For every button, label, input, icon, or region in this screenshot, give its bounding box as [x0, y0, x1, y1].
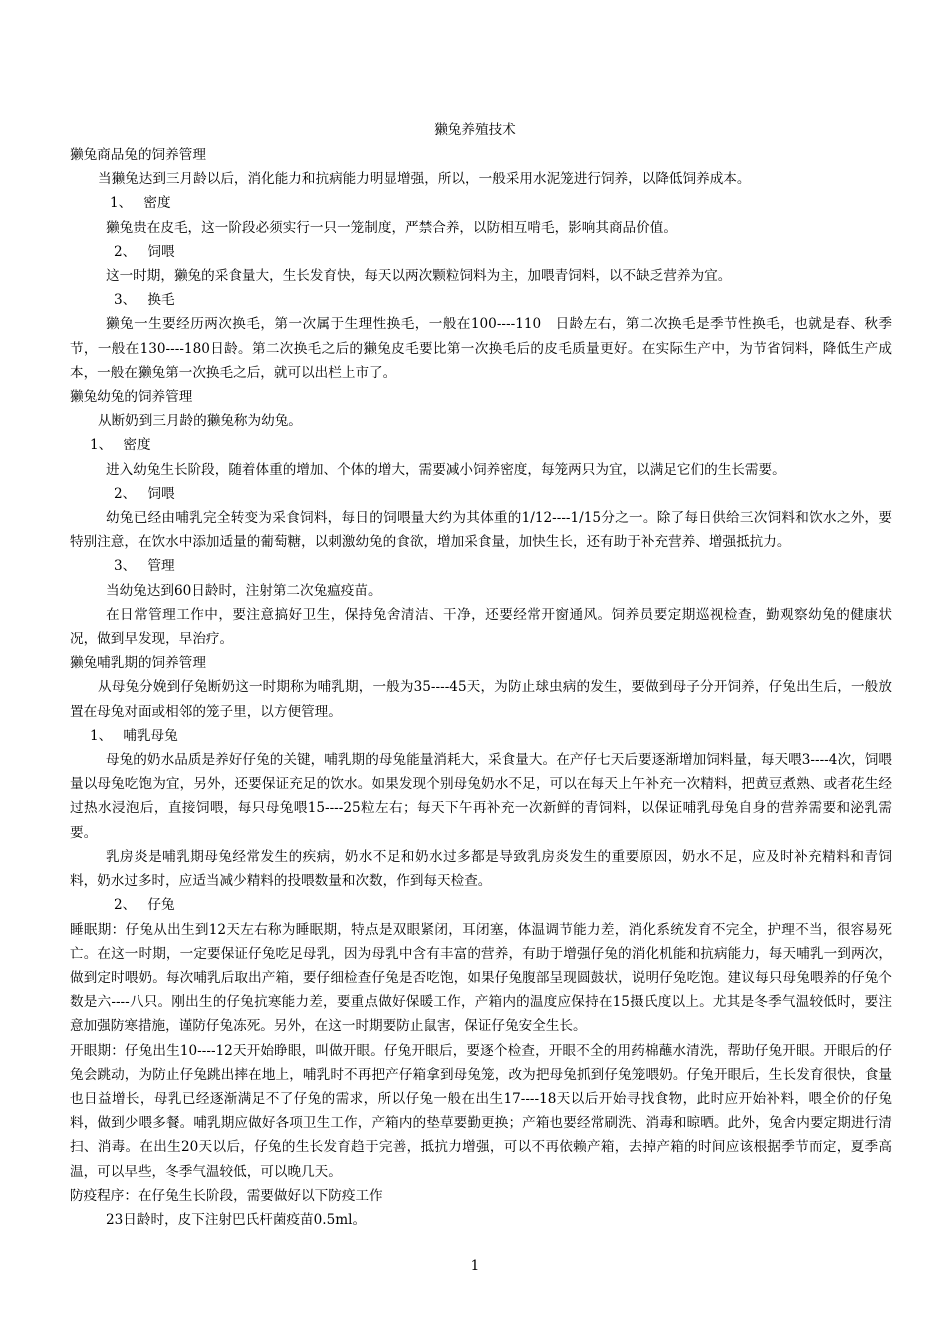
paragraph: 当幼兔达到60日龄时，注射第二次兔瘟疫苗。 [106, 582, 382, 599]
paragraph: 母兔的奶水品质是养好仔兔的关键，哺乳期的母兔能量消耗大，采食量大。在产仔七天后要逐渐增加饲料量，每天喂3----4次，饲喂量以母兔吃饱为宜，另外，还要保证充足的饮水。如果发现个别母兔奶水不足，可以在每天上午补充一次精料，把黄豆煮熟、或者花生经过热水浸泡后，直接饲喂，每只母兔喂15----25粒左右；每天下午再补充一次新鲜的青饲料，以保证哺乳母兔自身的营养需要和泌乳需要。 [70, 752, 892, 841]
item-label: 3、 换毛 [114, 292, 175, 309]
paragraph: 乳房炎是哺乳期母兔经常发生的疾病，奶水不足和奶水过多都是导致乳房炎发生的重要原因，奶水不足，应及时补充精料和青饲料，奶水过多时，应适当减少精料的投喂数量和次数，作到每天检查。 [70, 848, 892, 890]
item-label: 1、 密度 [110, 195, 171, 212]
item-label: 2、 饲喂 [114, 485, 175, 502]
item-label: 2、 仔兔 [114, 897, 175, 914]
paragraph: 防疫程序：在仔兔生长阶段，需要做好以下防疫工作 [70, 1187, 383, 1204]
section-heading: 獭兔商品兔的饲养管理 [70, 147, 206, 163]
paragraph: 这一时期，獭兔的采食量大，生长发育快，每天以两次颗粒饲料为主，加喂青饲料，以不缺乏营养为宜。 [106, 268, 732, 285]
section-intro: 从断奶到三月龄的獭兔称为幼兔。 [98, 413, 302, 430]
item-label: 1、 哺乳母兔 [90, 727, 178, 744]
paragraph: 在日常管理工作中，要注意搞好卫生，保持兔舍清洁、干净，还要经常开窗通风。饲养员要定期巡视检查，勤观察幼兔的健康状况，做到早发现，早治疗。 [70, 606, 892, 648]
document-body [70, 143, 892, 1232]
paragraph: 睡眠期：仔兔从出生到12天左右称为睡眠期，特点是双眼紧闭，耳闭塞，体温调节能力差，消化系统发育不完全，护理不当，很容易死亡。在这一时期，一定要保证仔兔吃足母乳，因为母乳中含有丰富的营养，有助于增强仔兔的消化机能和抗病能力，每天哺乳一到两次，做到定时喂奶。每次哺乳后取出产箱，要仔细检查仔兔是否吃饱，如果仔兔腹部呈现圆鼓状，说明仔兔吃饱。建议每只母兔喂养的仔兔个数是六----八只。刚出生的仔兔抗寒能力差，要重点做好保暖工作，产箱内的温度应保持在15摄氏度以上。尤其是冬季气温较低时，要注意加强防寒措施，谨防仔兔冻死。另外，在这一时期要防止鼠害，保证仔兔安全生长。 [70, 921, 892, 1035]
paragraph: 獭兔一生要经历两次换毛，第一次属于生理性换毛，一般在100----110 日龄左右，第二次换毛是季节性换毛，也就是春、秋季节，一般在130----180日龄。第二次换毛之后的獭兔皮毛要比第一次换毛后的皮毛质量更好。在实际生产中，为节省饲料，降低生产成本，一般在獭兔第一次换毛之后，就可以出栏上市了。 [70, 316, 892, 381]
page-number: 1 [470, 1258, 480, 1274]
paragraph: 23日龄时，皮下注射巴氏杆菌疫苗0.5ml。 [106, 1211, 367, 1228]
section-heading: 獭兔幼兔的饲养管理 [70, 389, 193, 406]
section-intro: 从母兔分娩到仔兔断奶这一时期称为哺乳期，一般为35----45天，为防止球虫病的发生，要做到母子分开饲养，仔兔出生后，一般放置在母兔对面或相邻的笼子里，以方便管理。 [70, 679, 892, 720]
section-heading: 獭兔哺乳期的饲养管理 [70, 655, 206, 672]
item-label: 2、 饲喂 [114, 243, 175, 260]
item-label: 3、 管理 [114, 558, 175, 575]
document-title: 獭兔养殖技术 [434, 122, 516, 138]
section-intro: 当獭兔达到三月龄以后，消化能力和抗病能力明显增强，所以，一般采用水泥笼进行饲养，以降低饲养成本。 [98, 171, 751, 188]
paragraph: 獭兔贵在皮毛，这一阶段必须实行一只一笼制度，严禁合养，以防相互啃毛，影响其商品价值。 [106, 219, 677, 236]
paragraph: 开眼期：仔兔出生10----12天开始睁眼，叫做开眼。仔兔开眼后，要逐个检查，开眼不全的用药棉蘸水清洗，帮助仔兔开眼。开眼后的仔兔会跳动，为防止仔兔跳出摔在地上，哺乳时不再把产仔箱拿到母兔笼，改为把母兔抓到仔兔笼喂奶。仔兔开眼后，生长发育很快，食量也日益增长，母乳已经逐渐满足不了仔兔的需求，所以仔兔一般在出生17----18天以后开始寻找食物，此时应开始补料，喂全价的仔兔料，做到少喂多餐。哺乳期应做好各项卫生工作，产箱内的垫草要勤更换；产箱也要经常刷洗、消毒和晾晒。此外，兔舍内要定期进行清扫、消毒。在出生20天以后，仔兔的生长发育趋于完善，抵抗力增强，可以不再依赖产箱，去掉产箱的时间应该根据季节而定，夏季高温，可以早些，冬季气温较低，可以晚几天。 [70, 1042, 892, 1180]
item-label: 1、 密度 [90, 437, 151, 454]
paragraph: 幼兔已经由哺乳完全转变为采食饲料，每日的饲喂量大约为其体重的1/12----1/15分之一。除了每日供给三次饲料和饮水之外，要特别注意，在饮水中添加适量的葡萄糖，以刺激幼兔的食欲，增加采食量，加快生长，还有助于补充营养、增强抵抗力。 [70, 510, 892, 551]
paragraph: 进入幼兔生长阶段，随着体重的增加、个体的增大，需要减小饲养密度，每笼两只为宜，以满足它们的生长需要。 [106, 461, 786, 478]
